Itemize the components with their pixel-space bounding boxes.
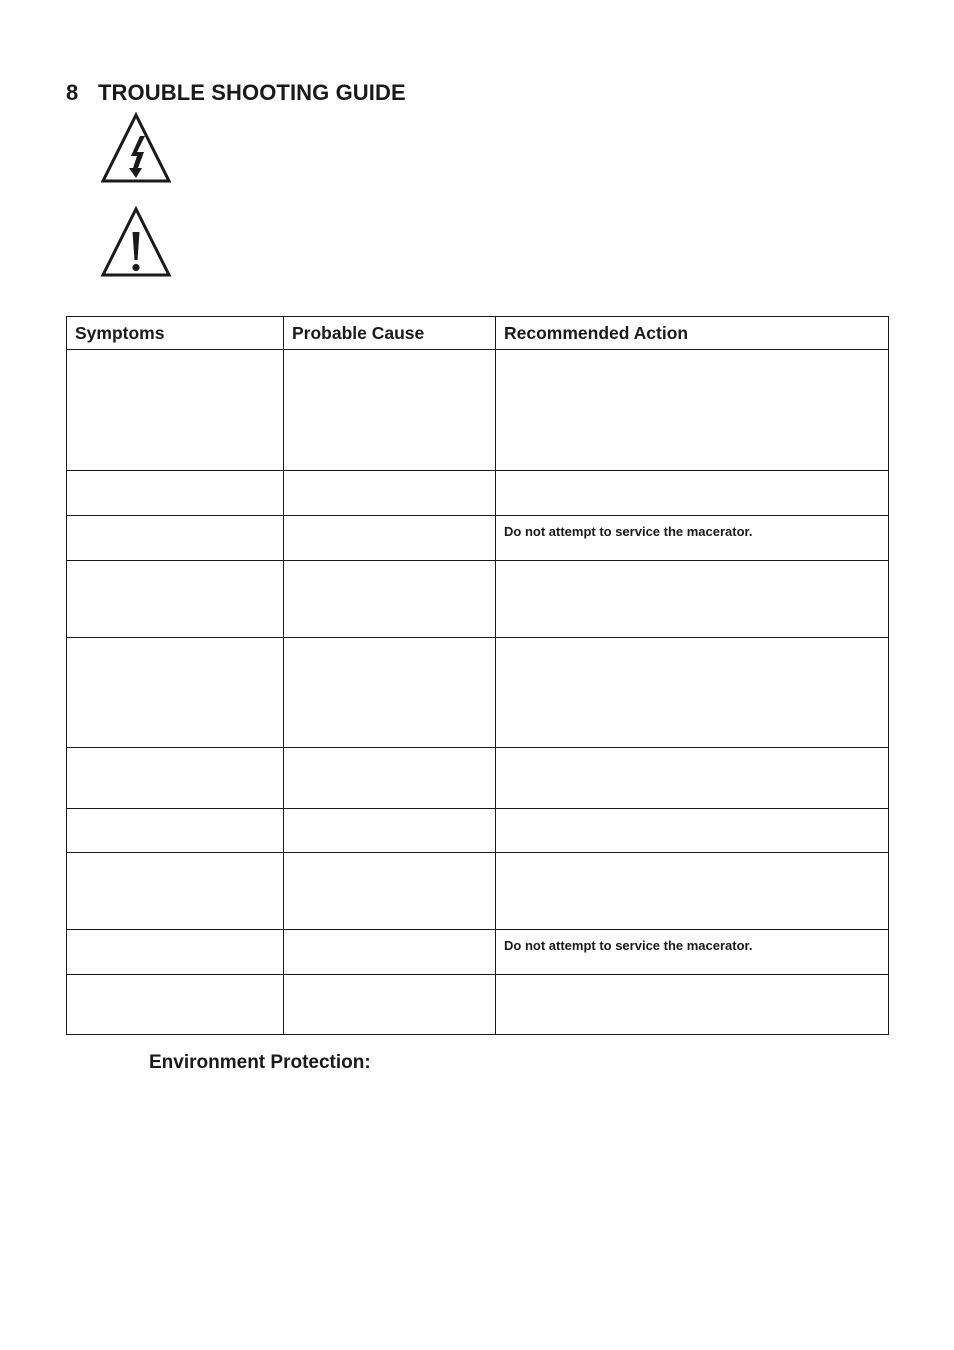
section-number: 8 [66,80,79,105]
header-symptoms: Symptoms [67,317,284,350]
caution-icon [100,206,172,278]
header-probable-cause: Probable Cause [284,317,496,350]
cause-cell [284,930,496,975]
environment-protection-heading: Environment Protection: [149,1052,371,1073]
symptom-cell [67,471,284,516]
table-row [67,471,889,516]
header-recommended-action: Recommended Action [496,317,889,350]
table-row [67,809,889,853]
action-cell-service-warning: Do not attempt to service the macerator. [496,930,889,975]
table-row [67,638,889,748]
table-row [67,930,889,975]
action-cell [496,853,889,930]
action-cell [496,748,889,809]
action-cell [496,809,889,853]
table-row [67,350,889,471]
symptom-cell [67,809,284,853]
action-cell [496,471,889,516]
cause-cell [284,471,496,516]
table-row [67,975,889,1035]
symptom-cell [67,350,284,471]
table-row [67,561,889,638]
table-header-row [67,317,889,350]
symptom-cell [67,516,284,561]
table-row [67,516,889,561]
cause-cell [284,748,496,809]
action-cell [496,638,889,748]
symptom-cell [67,638,284,748]
electrical-hazard-icon [100,112,172,184]
symptom-cell [67,748,284,809]
cause-cell [284,975,496,1035]
section-title: TROUBLE SHOOTING GUIDE [98,80,406,105]
section-heading [66,80,406,106]
action-cell [496,350,889,471]
action-cell-service-warning: Do not attempt to service the macerator. [496,516,889,561]
symptom-cell [67,930,284,975]
action-cell [496,975,889,1035]
table-row [67,853,889,930]
table-row [67,748,889,809]
cause-cell [284,809,496,853]
action-cell [496,561,889,638]
cause-cell [284,561,496,638]
cause-cell [284,853,496,930]
symptom-cell [67,561,284,638]
cause-cell [284,350,496,471]
symptom-cell [67,853,284,930]
symptom-cell [67,975,284,1035]
cause-cell [284,516,496,561]
cause-cell [284,638,496,748]
troubleshooting-table [66,316,889,1035]
